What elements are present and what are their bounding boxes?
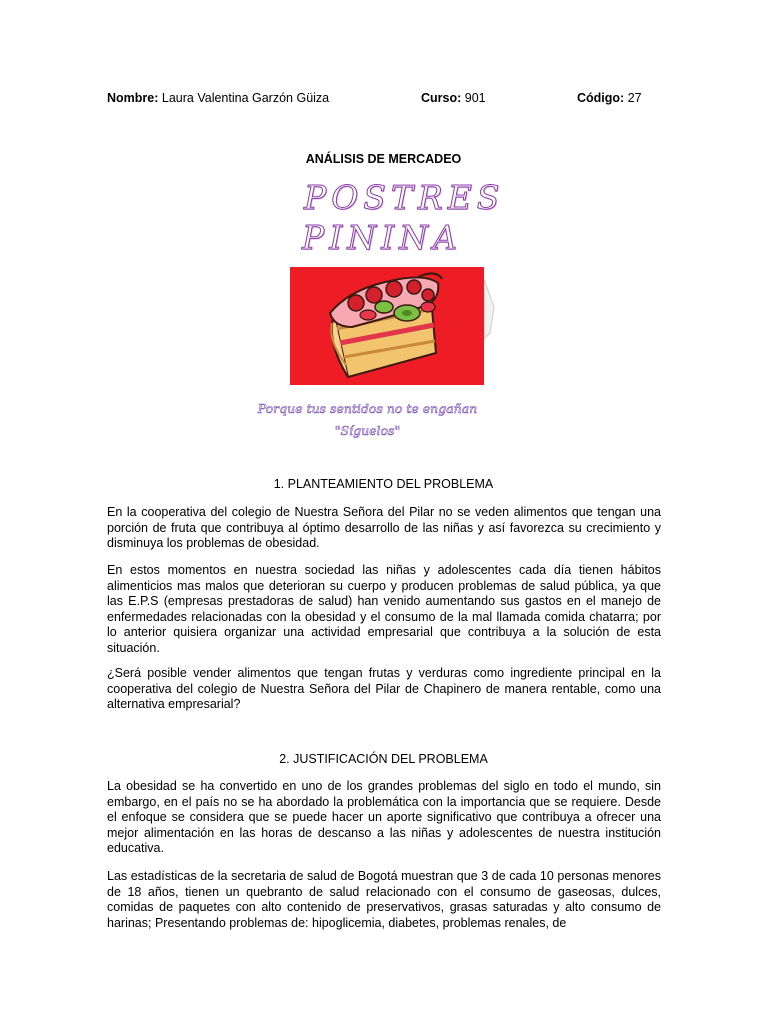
code-label: Código: [577,91,625,105]
cake-icon [290,267,484,385]
section-heading-2: 2. JUSTIFICACIÓN DEL PROBLEMA [279,752,488,766]
name-value: Laura Valentina Garzón Güiza [161,91,330,105]
course-field [421,91,486,105]
section-heading-1: 1. PLANTEAMIENTO DEL PROBLEMA [273,477,494,491]
student-info-row [107,91,667,107]
brand-slogan [240,398,495,442]
name-label: Nombre: [107,91,159,105]
document-title: ANÁLISIS DE MERCADEO [305,152,462,166]
paragraph-1: En la cooperativa del colegio de Nuestra Señora del Pilar no se veden alimentos que tengan una porción de fruta que contribuya al óptimo desarrollo de las niñas y así favorezca su crecimiento y disminuya los problemas de obesidad. [107,505,661,551]
code-field [577,91,642,105]
course-value: 901 [464,91,486,105]
paragraph-4: La obesidad se ha convertido en uno de los grandes problemas del siglo en todo el mundo, sin embargo, en el país no se ha abordado la problemática con la importancia que se requiere. Desde el enfoque se considera que se puede hacer un aporte significativo que contribuya a ofrecer una mejor alimentación en las horas de descanso a las niñas y adolescentes de nuestra institución educativa. [107,779,661,856]
code-value: 27 [627,91,642,105]
paragraph-5: Las estadísticas de la secretaria de salud de Bogotá muestran que 3 de cada 10 personas menores de 18 años, tienen un quebranto de salud relacionado con el consumo de gaseosas, dulces, comidas de paquetes con alto contenido de preservativos, grasas saturadas y alto consumo de harinas; Presentando problemas de: hipoglicemia, diabetes, problemas renales, de [107,869,661,930]
brand-line-2: PININA [302,218,462,257]
course-label: Curso: [421,91,462,105]
paragraph-2: En estos momentos en nuestra sociedad las niñas y adolescentes cada día tienen hábitos alimenticios mas malos que deterioran su cuerpo y producen problemas de salud pública, ya que las E.P.S (empresas prestadoras de salud) han venido aumentando sus gastos en el manejo de enfermedades relacionadas con la obesidad y el consumo de la mal llamada comida chatarra; por lo anterior quisiera organizar una actividad empresarial que contribuya a la solución de esta situación. [107,563,661,655]
brand-logo [300,178,505,260]
slogan-line-2: "Síguelos" [334,423,401,438]
name-field [107,91,329,105]
brand-line-1: POSTRES [304,178,505,217]
paragraph-3: ¿Será posible vender alimentos que tengan frutas y verduras como ingrediente principal en la cooperativa del colegio de Nuestra Señora del Pilar de Chapinero de manera rentable, como una alternativa empresarial? [107,666,661,712]
slogan-line-1: Porque tus sentidos no te engañan [257,401,478,416]
